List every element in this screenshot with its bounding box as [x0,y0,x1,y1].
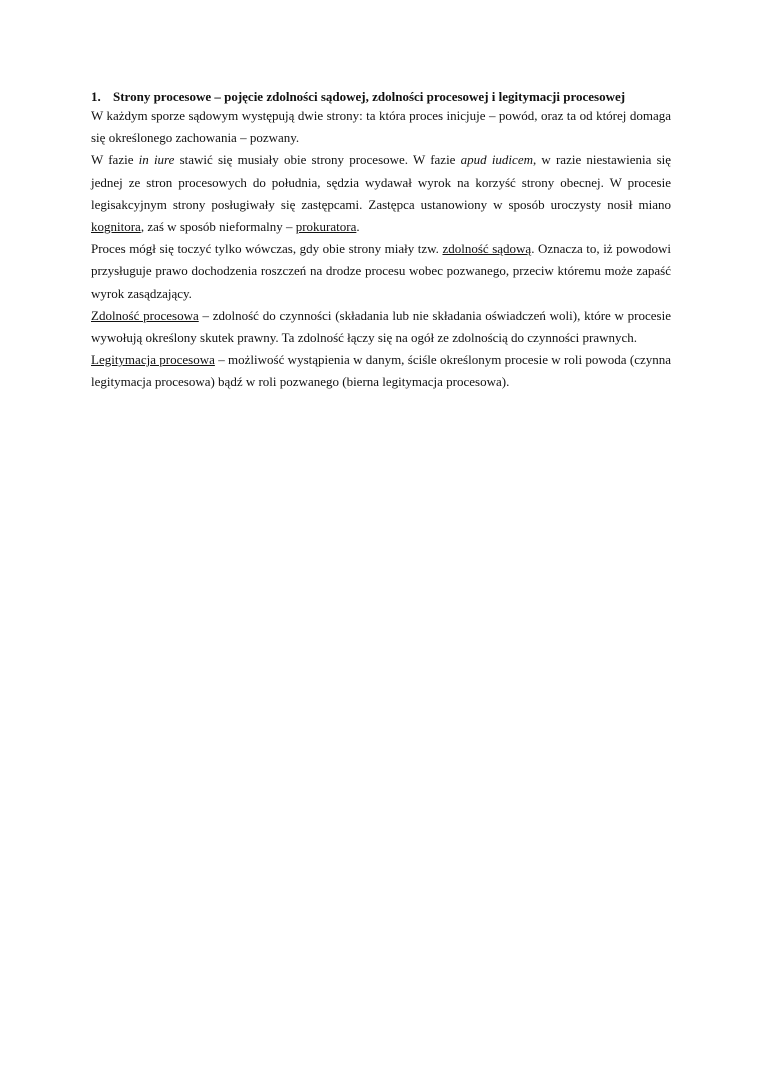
paragraph-legitimacy [91,349,671,393]
text-segment: stawić się musiały obie strony procesowe. W fazie [174,152,461,168]
paragraph-parties: W każdym sporze sądowym występują dwie strony: ta która proces inicjuje – powód, oraz ta od której domaga się określonego zachowania – pozwany. [91,108,671,146]
text-segment: , zaś w sposób nieformalny – [140,219,296,235]
text-segment: W fazie [91,152,139,168]
paragraph-procedural-capacity [91,305,671,349]
term-zdolnosc-procesowa: Zdolność procesowa [91,307,199,323]
text-segment: Proces mógł się toczyć tylko wówczas, gdy obie strony miały tzw. [91,241,443,257]
term-kognitora: kognitora [91,219,141,235]
paragraph-court-capacity [91,238,671,305]
text-segment: . Oznacza to, iż powodowi przysługuje prawo dochodzenia roszczeń na drodze procesu wobec pozwanego, przeciw któremu może zapaść wyrok zasądzający. [91,241,671,301]
text-segment: . [356,219,360,235]
term-legitymacja-procesowa: Legitymacja procesowa [91,352,215,368]
term-apud-iudicem: apud iudicem [460,152,533,168]
section-title: Strony procesowe – pojęcie zdolności sądowej, zdolności procesowej i legitymacji procesowej [113,89,626,104]
section-number: 1. [91,89,101,104]
section-heading [91,89,671,105]
document-page [91,89,671,394]
term-in-iure: in iure [138,152,175,168]
text-segment: – możliwość wystąpienia w danym, ściśle określonym procesie w roli powoda (czynna legitymacja procesowa) bądź w roli pozwanego (bierna legitymacja procesowa). [91,352,672,390]
term-prokuratora: prokuratora [295,219,357,235]
text-segment: , w razie niestawienia się jednej ze stron procesowych do południa, sędzia wydawał wyrok na korzyść strony obecnej. W procesie legisakcyjnym strony posługiwały się zastępcami. Zastępca ustanowiony w sposób uroczysty nosił miano [91,152,672,212]
text-segment: – zdolność do czynności (składania lub nie składania oświadczeń woli), które w procesie wywołują określony skutek prawny. Ta zdolność łączy się na ogół ze zdolnością do czynności prawnych. [91,307,671,346]
term-zdolnosc-sadowa: zdolność sądową [442,241,532,257]
paragraph-phases [91,149,671,238]
